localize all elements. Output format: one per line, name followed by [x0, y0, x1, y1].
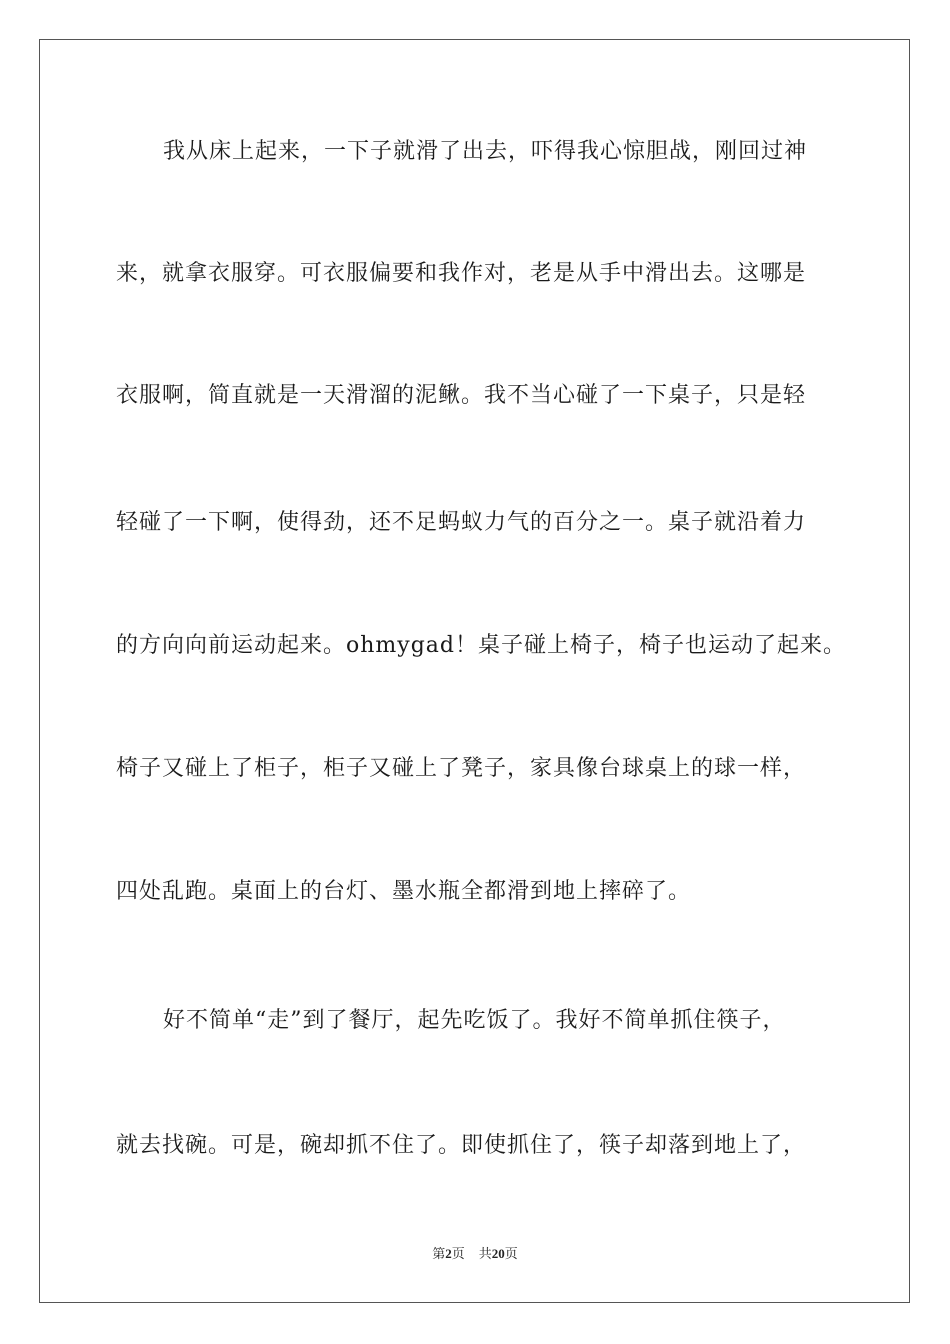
paragraph-1-line-2: 来，就拿衣服穿。可衣服偏要和我作对，老是从手中滑出去。这哪是: [116, 261, 807, 286]
paragraph-1-line-4: 轻碰了一下啊，使得劲，还不足蚂蚁力气的百分之一。桌子就沿着力: [116, 510, 807, 535]
page-prefix: 第: [432, 1246, 446, 1261]
page-number: 2: [445, 1246, 452, 1261]
paragraph-1-line-6: 椅子又碰上了柜子，柜子又碰上了凳子，家具像台球桌上的球一样，: [116, 756, 807, 781]
total-prefix: 共: [478, 1246, 492, 1261]
paragraph-1-line-3: 衣服啊，简直就是一天滑溜的泥鳅。我不当心碰了一下桌子，只是轻: [116, 383, 807, 408]
paragraph-1-line-1: 我从床上起来，一下子就滑了出去，吓得我心惊胆战，刚回过神: [163, 139, 808, 164]
page-footer: [0, 1245, 950, 1263]
total-suffix: 页: [504, 1246, 518, 1261]
paragraph-2-line-2: 就去找碗。可是，碗却抓不住了。即使抓住了，筷子却落到地上了，: [116, 1133, 807, 1158]
paragraph-1-line-5: 的方向向前运动起来。ohmygad！桌子碰上椅子，椅子也运动了起来。: [116, 633, 846, 658]
page-suffix: 页: [451, 1246, 465, 1261]
paragraph-2-line-1: 好不简单“走”到了餐厅，起先吃饭了。我好不简单抓住筷子，: [163, 1008, 786, 1033]
paragraph-1-line-7: 四处乱跑。桌面上的台灯、墨水瓶全都滑到地上摔碎了。: [116, 879, 692, 904]
total-pages: 20: [491, 1246, 505, 1261]
page-border: [39, 39, 910, 1303]
